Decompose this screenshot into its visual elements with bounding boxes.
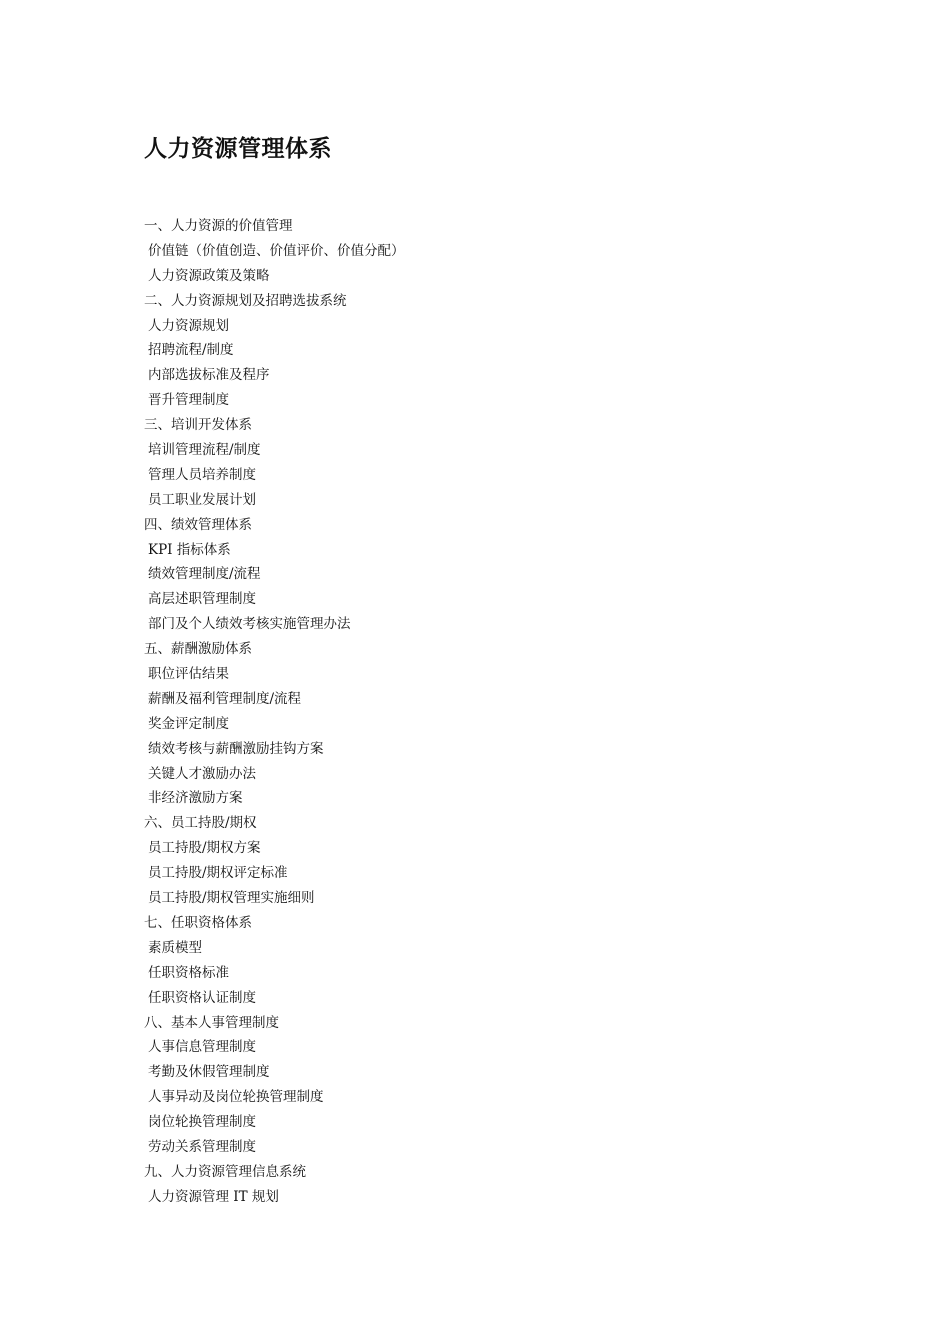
section-item: 晋升管理制度 xyxy=(148,392,229,409)
section-item: 关键人才激励办法 xyxy=(148,765,256,782)
section-item: 员工持股/期权管理实施细则 xyxy=(148,890,315,907)
section-item: 任职资格标准 xyxy=(148,964,229,981)
section-item: 绩效管理制度/流程 xyxy=(148,566,261,583)
section-heading: 九、人力资源管理信息系统 xyxy=(144,1163,306,1180)
section-item: 劳动关系管理制度 xyxy=(148,1138,256,1155)
section-item: KPI 指标体系 xyxy=(148,541,231,558)
document-title: 人力资源管理体系 xyxy=(144,136,332,162)
section-item: 考勤及休假管理制度 xyxy=(148,1064,270,1081)
section-heading: 三、培训开发体系 xyxy=(144,417,252,434)
section-item: 内部选拔标准及程序 xyxy=(148,367,270,384)
section-item: 岗位轮换管理制度 xyxy=(148,1114,256,1131)
section-item: 人事信息管理制度 xyxy=(148,1039,256,1056)
section-item: 人力资源管理 IT 规划 xyxy=(148,1188,279,1205)
section-item: 奖金评定制度 xyxy=(148,715,229,732)
section-item: 价值链（价值创造、价值评价、价值分配） xyxy=(148,242,405,259)
section-item: 人力资源规划 xyxy=(148,317,229,334)
section-item: 人力资源政策及策略 xyxy=(148,267,270,284)
section-item: 招聘流程/制度 xyxy=(148,342,234,359)
section-item: 非经济激励方案 xyxy=(148,790,243,807)
document-page xyxy=(144,134,844,1210)
section-heading: 二、人力资源规划及招聘选拔系统 xyxy=(144,292,347,309)
section-heading: 六、员工持股/期权 xyxy=(144,815,257,832)
section-item: 薪酬及福利管理制度/流程 xyxy=(148,690,302,707)
outline xyxy=(144,214,844,1210)
section-item: 绩效考核与薪酬激励挂钩方案 xyxy=(148,740,324,757)
section-item: 部门及个人绩效考核实施管理办法 xyxy=(148,616,351,633)
section-item: 管理人员培养制度 xyxy=(148,466,256,483)
section-item: 高层述职管理制度 xyxy=(148,591,256,608)
section-item: 人事异动及岗位轮换管理制度 xyxy=(148,1089,324,1106)
section-heading: 一、人力资源的价值管理 xyxy=(144,218,293,234)
section-item: 员工持股/期权评定标准 xyxy=(148,865,288,882)
section-item: 培训管理流程/制度 xyxy=(148,442,261,459)
section-item: 职位评估结果 xyxy=(148,666,229,683)
section-item: 任职资格认证制度 xyxy=(148,989,256,1006)
section-heading: 四、绩效管理体系 xyxy=(144,516,252,533)
section-heading: 五、薪酬激励体系 xyxy=(144,641,252,658)
section-item: 员工持股/期权方案 xyxy=(148,840,261,857)
section-heading: 七、任职资格体系 xyxy=(144,914,252,931)
section-item: 素质模型 xyxy=(148,939,202,956)
section-item: 员工职业发展计划 xyxy=(148,491,256,508)
section-heading: 八、基本人事管理制度 xyxy=(144,1014,279,1031)
